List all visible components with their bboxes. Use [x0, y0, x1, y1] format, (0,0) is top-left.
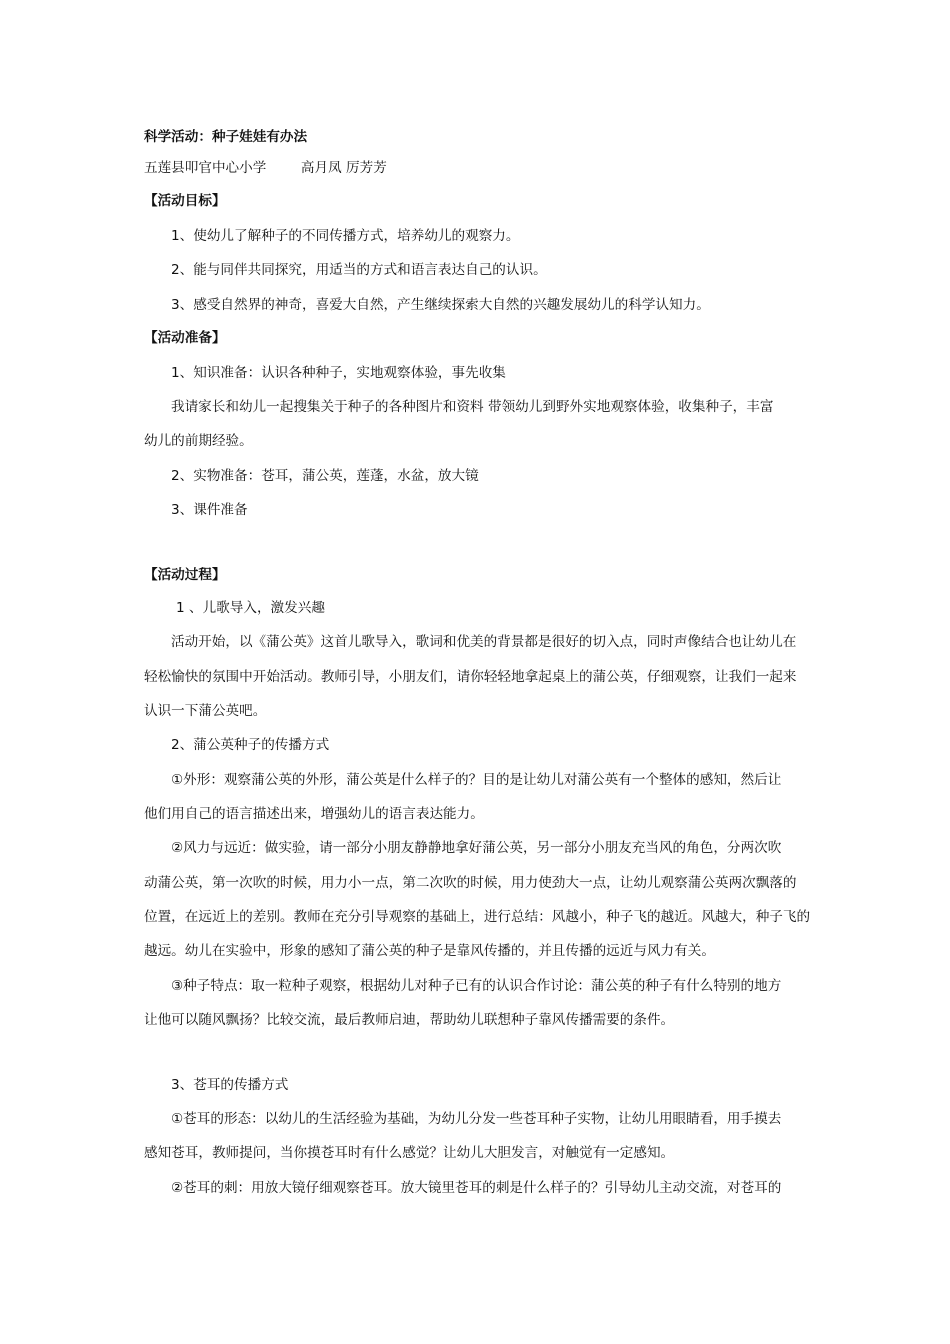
section-heading-goals: 【活动目标】 [144, 193, 226, 209]
paragraph-line: 我请家长和幼儿一起搜集关于种子的各种图片和资料 带领幼儿到野外实地观察体验，收集种子，丰富 [171, 399, 774, 415]
prep-item: 1、知识准备：认识各种种子，实地观察体验，事先收集 [171, 365, 506, 381]
paragraph-line: 轻松愉快的氛围中开始活动。教师引导，小朋友们，请你轻轻地拿起桌上的蒲公英，仔细观察，让我们一起来 [144, 669, 797, 685]
goal-item: 1、使幼儿了解种子的不同传播方式，培养幼儿的观察力。 [171, 228, 520, 244]
paragraph-line: 活动开始，以《蒲公英》这首儿歌导入，歌词和优美的背景都是很好的切入点，同时声像结合也让幼儿在 [171, 634, 797, 650]
step-heading: 3、苍耳的传播方式 [171, 1077, 289, 1093]
paragraph-line: ③种子特点：取一粒种子观察，根据幼儿对种子已有的认识合作讨论：蒲公英的种子有什么特别的地方 [171, 978, 782, 994]
prep-item: 2、实物准备：苍耳，蒲公英，莲蓬，水盆，放大镜 [171, 468, 479, 484]
goal-item: 3、感受自然界的神奇，喜爱大自然，产生继续探索大自然的兴趣发展幼儿的科学认知力。 [171, 297, 710, 313]
author-line: 五莲县叩官中心小学 高月凤 厉芳芳 [144, 160, 387, 176]
paragraph-line: 动蒲公英，第一次吹的时候，用力小一点，第二次吹的时候，用力使劲大一点，让幼儿观察蒲公英两次飘落的 [144, 875, 797, 891]
paragraph-line: ②苍耳的刺：用放大镜仔细观察苍耳。放大镜里苍耳的刺是什么样子的？引导幼儿主动交流，对苍耳的 [171, 1180, 782, 1196]
paragraph-line: 他们用自己的语言描述出来，增强幼儿的语言表达能力。 [144, 806, 484, 822]
paragraph-line: 感知苍耳，教师提问，当你摸苍耳时有什么感觉？让幼儿大胆发言，对触觉有一定感知。 [144, 1145, 675, 1161]
paragraph-line: ②风力与远近：做实验，请一部分小朋友静静地拿好蒲公英，另一部分小朋友充当风的角色，分两次吹 [171, 840, 782, 856]
prep-item: 3、课件准备 [171, 502, 248, 518]
paragraph-line: 幼儿的前期经验。 [144, 433, 253, 449]
paragraph-line: ①外形：观察蒲公英的外形，蒲公英是什么样子的？目的是让幼儿对蒲公英有一个整体的感知，然后让 [171, 772, 782, 788]
paragraph-line: 让他可以随风飘扬？比较交流，最后教师启迪，帮助幼儿联想种子靠风传播需要的条件。 [144, 1012, 675, 1028]
paragraph-line: 位置，在远近上的差别。教师在充分引导观察的基础上，进行总结：风越小，种子飞的越近。风越大，种子飞的 [144, 909, 811, 925]
section-heading-prep: 【活动准备】 [144, 330, 226, 346]
paragraph-line: ①苍耳的形态：以幼儿的生活经验为基础，为幼儿分发一些苍耳种子实物，让幼儿用眼睛看，用手摸去 [171, 1111, 782, 1127]
paragraph-line: 认识一下蒲公英吧。 [144, 703, 267, 719]
paragraph-line: 越远。幼儿在实验中，形象的感知了蒲公英的种子是靠风传播的，并且传播的远近与风力有关。 [144, 943, 715, 959]
goal-item: 2、能与同伴共同探究，用适当的方式和语言表达自己的认识。 [171, 262, 547, 278]
section-heading-process: 【活动过程】 [144, 567, 226, 583]
document-title: 科学活动：种子娃娃有办法 [144, 129, 308, 145]
step-heading: 1 、儿歌导入，激发兴趣 [176, 600, 325, 616]
step-heading: 2、蒲公英种子的传播方式 [171, 737, 330, 753]
